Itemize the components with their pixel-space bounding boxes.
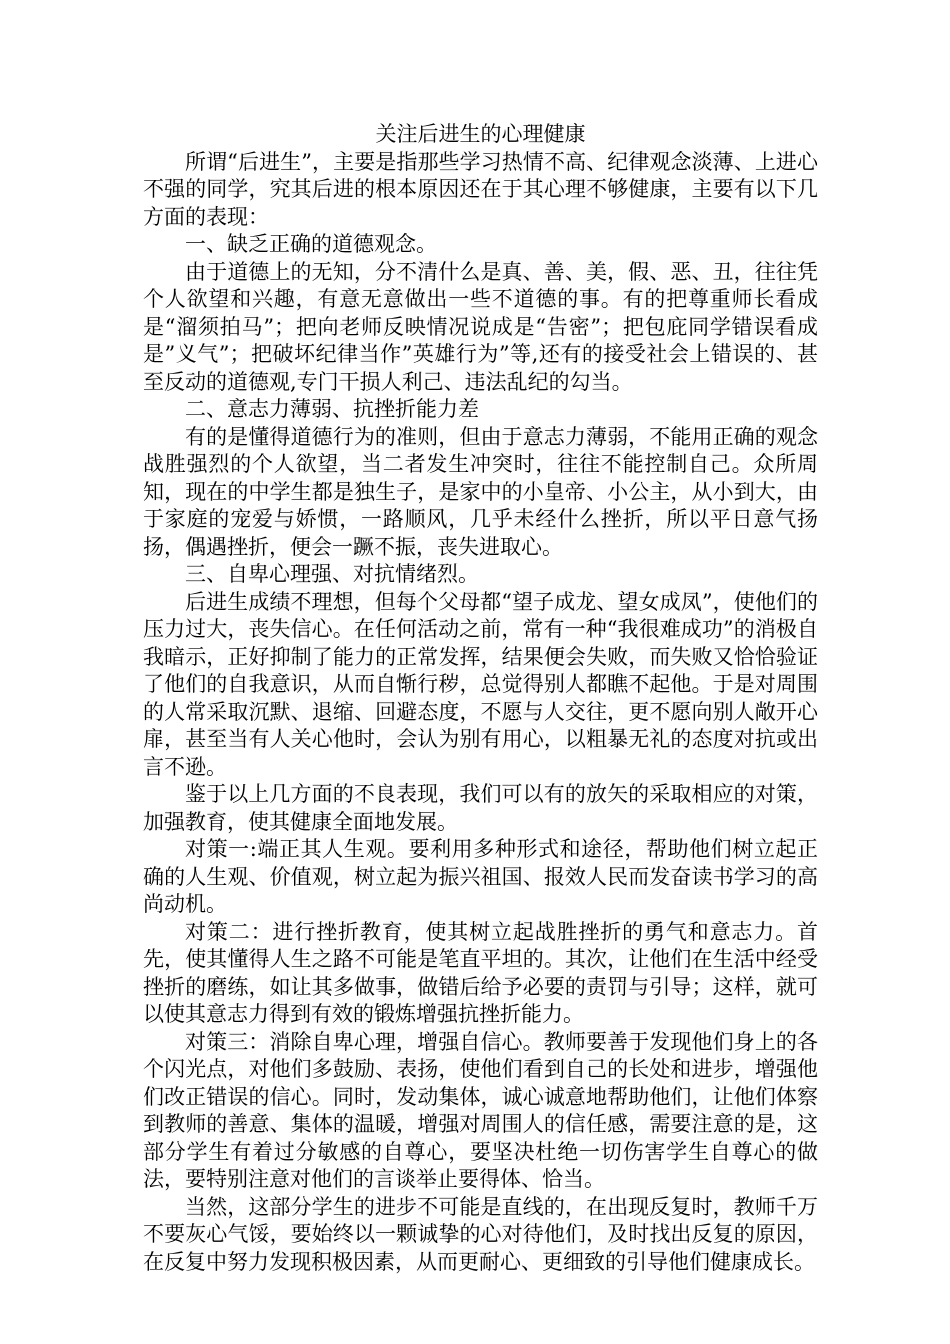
section-heading-3: 三、自卑心理强、对抗情绪烈。 [185, 562, 479, 586]
document-title: 关注后进生的心理健康 [375, 122, 586, 146]
strategy-3-paragraph: 对策三：消除自卑心理，增强自信心。教师要善于发现他们身上的各个闪光点，对他们多鼓励、表扬，使他们看到自己的长处和进步，增强他们改正错误的信心。同时，发动集体，诚心诚意地帮助他们，让他们体察到教师的善意、集体的温暖，增强对周围人的信任感，需要注意的是，这部分学生有着过分敏感的自尊心，要坚决杜绝一切伤害学生自尊心的做法，要特别注意对他们的言谈举止要得体、恰当。 [143, 1029, 818, 1191]
section-heading-1: 一、缺乏正确的道德观念。 [185, 232, 437, 256]
section-3-body: 后进生成绩不理想，但每个父母都“望子成龙、望女成凤”，使他们的压力过大，丧失信心。在任何活动之前，常有一种“我很难成功”的消极自我暗示，正好抑制了能力的正常发挥，结果便会失败，而失败又恰恰验证了他们的自我意识，从而自惭行秽，总觉得别人都瞧不起他。于是对周围的人常采取沉默、退缩、回避态度，不愿与人交往，更不愿向别人敞开心扉，甚至当有人关心他时，会认为别有用心，以粗暴无礼的态度对抗或出言不逊。 [143, 589, 818, 779]
transition-paragraph: 鉴于以上几方面的不良表现，我们可以有的放矢的采取相应的对策，加强教育，使其健康全面地发展。 [143, 782, 818, 834]
intro-paragraph: 所谓“后进生”，主要是指那些学习热情不高、纪律观念淡薄、上进心不强的同学，究其后进的根本原因还在于其心理不够健康，主要有以下几方面的表现： [143, 149, 818, 229]
strategy-1-paragraph: 对策一:端正其人生观。要利用多种形式和途径，帮助他们树立起正确的人生观、价值观，树立起为振兴祖国、报效人民而发奋读书学习的高尚动机。 [143, 837, 818, 916]
section-heading-2: 二、意志力薄弱、抗挫折能力差 [185, 397, 479, 421]
section-1-body: 由于道德上的无知，分不清什么是真、善、美，假、恶、丑，往往凭个人欲望和兴趣，有意无意做出一些不道德的事。有的把尊重师长看成是“溜须拍马”；把向老师反映情况说成是“告密”；把包庇同学错误看成是”义气”；把破坏纪律当作”英雄行为”等,还有的接受社会上错误的、甚至反动的道德观,专门干损人利己、违法乱纪的勾当。 [143, 259, 818, 394]
conclusion-paragraph: 当然，这部分学生的进步不可能是直线的，在出现反复时，教师千万不要灰心气馁，要始终以一颗诚挚的心对待他们，及时找出反复的原因，在反复中努力发现积极因素，从而更耐心、更细致的引导他们健康成长。 [143, 1194, 818, 1274]
document-page [143, 121, 818, 1276]
section-2-body: 有的是懂得道德行为的准则，但由于意志力薄弱，不能用正确的观念战胜强烈的个人欲望，当二者发生冲突时，往往不能控制自己。众所周知，现在的中学生都是独生子，是家中的小皇帝、小公主，从小到大，由于家庭的宠爱与娇惯，一路顺风，几乎未经什么挫折，所以平日意气扬扬，偶遇挫折，便会一蹶不振，丧失进取心。 [143, 424, 818, 559]
strategy-2-paragraph: 对策二：进行挫折教育，使其树立起战胜挫折的勇气和意志力。首先，使其懂得人生之路不可能是笔直平坦的。其次，让他们在生活中经受挫折的磨练，如让其多做事，做错后给予必要的责罚与引导；这样，就可以使其意志力得到有效的锻炼增强抗挫折能力。 [143, 919, 818, 1026]
